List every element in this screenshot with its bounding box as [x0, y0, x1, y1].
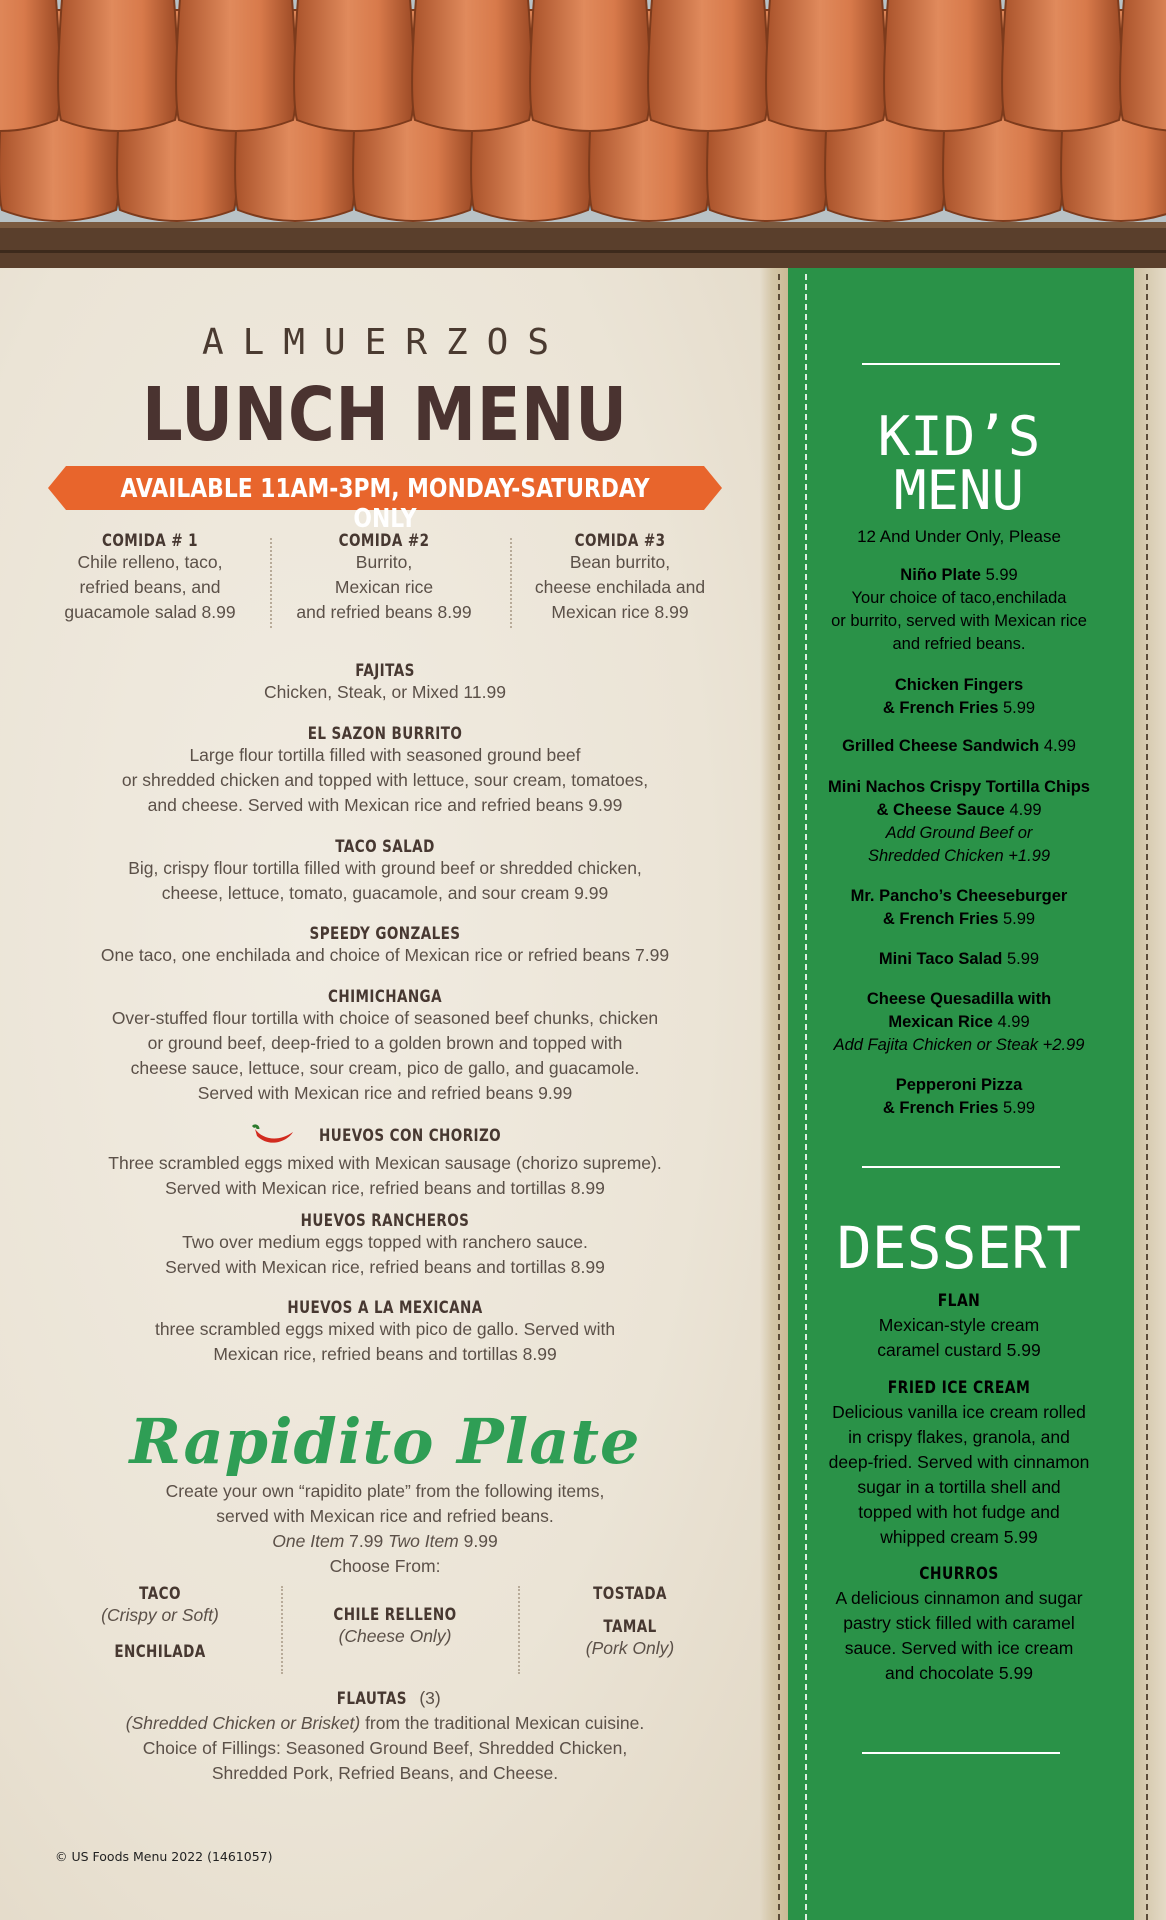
rapidito-separator — [518, 1586, 520, 1674]
kids-subtitle: 12 And Under Only, Please — [857, 527, 1061, 546]
item-line: Served with Mexican rice, refried beans and tortillas 8.99 — [165, 1257, 605, 1277]
kids-item-name-2: & French Fries — [882, 1099, 999, 1117]
menu-item-huevos-a-la-mexicana — [40, 1298, 730, 1367]
dessert-item-fried-ice-cream — [806, 1377, 1112, 1550]
kids-item-line: and refried beans. — [892, 635, 1026, 653]
roof-tile — [412, 0, 532, 131]
dessert-item-line: Mexican-style cream — [878, 1315, 1040, 1335]
choose-from: Choose From: — [329, 1556, 441, 1576]
roof-tiles-photo — [0, 0, 1166, 268]
kids-item-addon: Shredded Chicken +1.99 — [867, 847, 1051, 865]
kids-item-price: 5.99 — [1003, 1099, 1036, 1117]
menu-item-huevos-con-chorizo — [40, 1124, 730, 1201]
combo-line: cheese enchilada and — [534, 577, 706, 597]
item-line: Two over medium eggs topped with ranchero sauce. — [182, 1232, 588, 1252]
kids-item-name: Mr. Pancho’s Cheeseburger — [850, 887, 1068, 905]
hours-banner — [48, 466, 722, 534]
roof-tile — [294, 0, 414, 131]
kids-item-line: or burrito, served with Mexican rice — [831, 612, 1087, 630]
right-paper-strip — [1134, 268, 1166, 1920]
rapidito-col-2 — [290, 1605, 500, 1649]
dessert-item-line: pastry stick filled with caramel — [843, 1613, 1075, 1633]
kids-item-price: 4.99 — [1009, 801, 1042, 819]
rapidito-taco: TACO — [139, 1584, 181, 1603]
item-line: Three scrambled eggs mixed with Mexican sausage (chorizo supreme). — [108, 1153, 662, 1173]
kids-item-mini-nachos — [806, 776, 1112, 868]
hours-banner-text: AVAILABLE 11AM-3PM, MONDAY-SATURDAY ONLY — [120, 474, 650, 534]
kids-item-name-2: & Cheese Sauce — [876, 801, 1005, 819]
menu-item-chimichanga — [40, 987, 730, 1106]
item-line: cheese, lettuce, tomato, guacamole, and sour cream 9.99 — [161, 883, 609, 903]
item-line: Over-stuffed flour tortilla with choice of seasoned beef chunks, chicken — [111, 1008, 659, 1028]
combo-line: guacamole salad 8.99 — [64, 602, 236, 622]
dessert-item-line: caramel custard 5.99 — [877, 1340, 1041, 1360]
flautas-desc: from the traditional Mexican cuisine. — [365, 1713, 645, 1733]
combo-name: COMIDA #2 — [338, 531, 430, 550]
rapidito-intro-line: served with Mexican rice and refried beans. — [216, 1506, 554, 1526]
kids-item-price: 4.99 — [997, 1013, 1030, 1031]
kids-item-price: 5.99 — [1003, 910, 1036, 928]
combo-line: Burrito, — [355, 552, 413, 572]
price-two: 9.99 — [463, 1531, 498, 1551]
combo-line: Mexican rice 8.99 — [551, 602, 689, 622]
kids-item-name-2: & French Fries — [882, 699, 999, 717]
dessert-item-line: in crispy flakes, granola, and — [848, 1427, 1070, 1447]
combo-name: COMIDA # 1 — [102, 531, 198, 550]
combo-line: refried beans, and — [79, 577, 221, 597]
roof-tile — [58, 0, 178, 131]
kids-title-line: MENU — [893, 459, 1025, 522]
menu-item-huevos-rancheros — [40, 1211, 730, 1280]
kids-item-line: Your choice of taco,enchilada — [851, 589, 1067, 607]
kids-item-mini-taco-salad — [806, 948, 1112, 971]
kids-rule-top — [862, 363, 1060, 365]
flautas-name: FLAUTAS — [336, 1689, 408, 1708]
roof-tile — [884, 0, 1004, 131]
item-name: HUEVOS A LA MEXICANA — [287, 1298, 483, 1317]
flautas-note: (Shredded Chicken or Brisket) — [125, 1713, 361, 1733]
kids-item-chicken-fingers — [806, 674, 1112, 720]
roof-tile — [766, 0, 886, 131]
combo-name: COMIDA #3 — [574, 531, 666, 550]
kids-rule-middle — [862, 1166, 1060, 1168]
item-name: HUEVOS RANCHEROS — [300, 1211, 470, 1230]
item-line: Large flour tortilla filled with seasoned ground beef — [189, 745, 581, 765]
item-name: FAJITAS — [355, 661, 415, 680]
item-name: TACO SALAD — [335, 837, 435, 856]
dessert-item-line: sauce. Served with ice cream — [844, 1638, 1074, 1658]
flautas-count: (3) — [419, 1688, 441, 1708]
rapidito-col-3 — [530, 1584, 730, 1661]
item-line: Chicken, Steak, or Mixed 11.99 — [264, 682, 506, 702]
item-name: HUEVOS CON CHORIZO — [318, 1125, 502, 1145]
kids-item-price: 5.99 — [1006, 950, 1040, 968]
kids-item-quesadilla — [806, 988, 1112, 1057]
rapidito-flautas — [40, 1686, 730, 1786]
dessert-item-line: and chocolate 5.99 — [885, 1663, 1033, 1683]
combo-1 — [30, 531, 270, 625]
rapidito-chile-relleno: CHILE RELLENO — [333, 1605, 457, 1624]
kids-item-name: Cheese Quesadilla with — [866, 990, 1052, 1008]
combo-line: Mexican rice — [334, 577, 434, 597]
kids-title-line: KID’S — [877, 405, 1041, 468]
kids-item-price: 5.99 — [1003, 699, 1036, 717]
kids-rule-bottom — [862, 1752, 1060, 1754]
dessert-title: DESSERT — [836, 1214, 1082, 1282]
kids-item-name: Niño Plate — [900, 566, 981, 584]
dessert-item-churros — [806, 1563, 1112, 1686]
kids-item-price: 5.99 — [985, 566, 1018, 584]
dessert-item-name: CHURROS — [919, 1564, 999, 1584]
roof-tile — [176, 0, 296, 131]
item-line: Served with Mexican rice and refried beans 9.99 — [197, 1083, 573, 1103]
price-two-label: Two Item — [388, 1531, 459, 1551]
menu-item-speedy-gonzales — [40, 924, 730, 968]
rapidito-taco-note: (Crispy or Soft) — [101, 1605, 219, 1625]
roof-tile — [648, 0, 768, 131]
combo-line: and refried beans 8.99 — [296, 602, 472, 622]
dessert-item-line: Delicious vanilla ice cream rolled — [832, 1402, 1086, 1422]
item-line: and cheese. Served with Mexican rice and refried beans 9.99 — [147, 795, 623, 815]
rapidito-intro-line: Create your own “rapidito plate” from the following items, — [165, 1481, 605, 1501]
menu-item-fajitas — [40, 661, 730, 705]
flautas-line: Shredded Pork, Refried Beans, and Cheese. — [211, 1763, 559, 1783]
item-line: Served with Mexican rice, refried beans and tortillas 8.99 — [165, 1178, 605, 1198]
roof-tile — [1120, 0, 1166, 131]
kids-title — [806, 405, 1112, 522]
combo-3 — [500, 531, 740, 625]
rapidito-tamal: TAMAL — [603, 1617, 657, 1636]
dessert-item-line: sugar in a tortilla shell and — [857, 1477, 1061, 1497]
item-name: CHIMICHANGA — [328, 987, 442, 1006]
kids-item-name: Grilled Cheese Sandwich — [842, 737, 1040, 755]
price-one-label: One Item — [272, 1531, 345, 1551]
lunch-subtitle: ALMUERZOS — [201, 322, 569, 363]
item-line: One taco, one enchilada and choice of Mexican rice or refried beans 7.99 — [100, 945, 670, 965]
kids-item-nino-plate — [806, 564, 1112, 656]
combo-line: Bean burrito, — [569, 552, 671, 572]
dessert-item-name: FRIED ICE CREAM — [887, 1378, 1031, 1398]
item-line: cheese sauce, lettuce, sour cream, pico de gallo, and guacamole. — [130, 1058, 640, 1078]
rapidito-title: Rapidito Plate — [129, 1405, 641, 1478]
kids-item-name-2: & French Fries — [882, 910, 999, 928]
rapidito-chile-note: (Cheese Only) — [338, 1626, 452, 1646]
rapidito-prices — [40, 1529, 730, 1554]
kids-item-price: 4.99 — [1043, 737, 1076, 755]
combo-2 — [264, 531, 504, 625]
roof-tile — [530, 0, 650, 131]
menu-item-el-sazon-burrito — [40, 724, 730, 818]
rapidito-tamal-note: (Pork Only) — [585, 1638, 675, 1658]
chili-pepper-icon — [249, 1124, 295, 1146]
dessert-item-line: topped with hot fudge and — [858, 1502, 1060, 1522]
paper-edge — [760, 268, 790, 1920]
dessert-item-flan — [806, 1290, 1112, 1363]
kids-item-pepperoni-pizza — [806, 1074, 1112, 1120]
rapidito-enchilada: ENCHILADA — [114, 1642, 206, 1661]
copyright: © US Foods Menu 2022 (1461057) — [55, 1849, 273, 1864]
dashed-divider — [778, 274, 780, 1920]
dessert-item-line: whipped cream 5.99 — [880, 1527, 1038, 1547]
dessert-item-line: A delicious cinnamon and sugar — [835, 1588, 1083, 1608]
kids-item-name: Pepperoni Pizza — [895, 1076, 1023, 1094]
roof-tile — [0, 0, 60, 131]
rapidito-separator — [281, 1586, 283, 1674]
roof-tile — [1002, 0, 1122, 131]
kids-item-addon: Add Fajita Chicken or Steak +2.99 — [833, 1036, 1085, 1054]
kids-item-name: Mini Nachos Crispy Tortilla Chips — [828, 778, 1090, 796]
kids-item-name: Chicken Fingers — [894, 676, 1024, 694]
rapidito-intro — [40, 1479, 730, 1579]
combo-line: Chile relleno, taco, — [77, 552, 223, 572]
item-line: Big, crispy flour tortilla filled with ground beef or shredded chicken, — [128, 858, 642, 878]
kids-item-grilled-cheese — [806, 735, 1112, 758]
item-line: or shredded chicken and topped with lettuce, sour cream, tomatoes, — [121, 770, 649, 790]
rapidito-tostada: TOSTADA — [593, 1584, 667, 1603]
item-name: EL SAZON BURRITO — [307, 724, 463, 743]
kids-item-name: Mini Taco Salad — [878, 950, 1003, 968]
dessert-item-line: deep-fried. Served with cinnamon — [828, 1452, 1090, 1472]
item-line: three scrambled eggs mixed with pico de gallo. Served with — [154, 1319, 616, 1339]
flautas-line: Choice of Fillings: Seasoned Ground Beef, Shredded Chicken, — [142, 1738, 628, 1758]
lunch-title: LUNCH MENU — [142, 372, 628, 458]
item-line: Mexican rice, refried beans and tortillas 8.99 — [213, 1344, 557, 1364]
dessert-item-name: FLAN — [937, 1291, 981, 1311]
kids-item-cheeseburger — [806, 885, 1112, 931]
item-name: SPEEDY GONZALES — [309, 924, 461, 943]
kids-item-addon: Add Ground Beef or — [885, 824, 1033, 842]
item-line: or ground beef, deep-fried to a golden brown and topped with — [147, 1033, 623, 1053]
menu-item-taco-salad — [40, 837, 730, 906]
price-one: 7.99 — [349, 1531, 384, 1551]
kids-item-name-2: Mexican Rice — [888, 1013, 993, 1031]
rapidito-col-1 — [60, 1584, 260, 1661]
dashed-divider-right — [1146, 274, 1148, 1920]
